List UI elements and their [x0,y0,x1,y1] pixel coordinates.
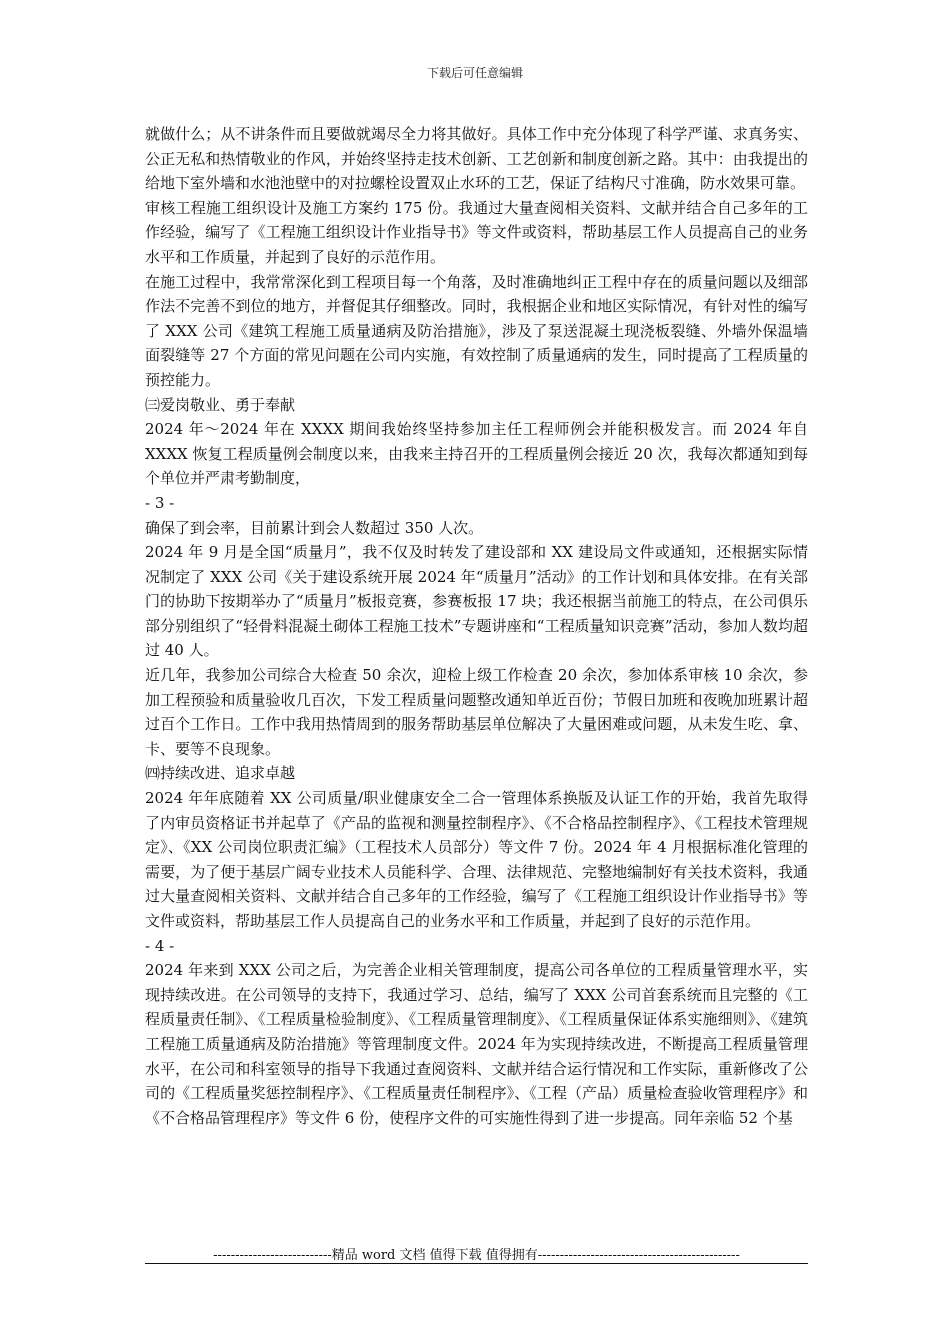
footer-divider [145,1263,808,1264]
section-heading: ㈢爱岗敬业、勇于奉献 [145,395,296,414]
paragraph: 在施工过程中，我常常深化到工程项目每一个角落，及时准确地纠正工程中存在的质量问题以及细部作法不完善不到位的地方，并督促其仔细整改。同时，我根据企业和地区实际情况，有针对性的编写了 XXX 公司《建筑工程施工质量通病及防治措施》，涉及了泵送混凝土现浇板裂缝、外墙外保温墙面裂缝等 27 个方面的常见问题在公司内实施，有效控制了质量通病的发生，同时提高了工程质量的预控能力。 [145,272,808,389]
paragraph: 审核工程施工组织设计及施工方案约 175 份。我通过大量查阅相关资料、文献并结合自己多年的工作经验，编写了《工程施工组织设计作业指导书》等文件或资料，帮助基层工作人员提高自己的业务水平和工作质量，并起到了良好的示范作用。 [145,198,808,266]
paragraph: 近几年，我参加公司综合大检查 50 余次，迎检上级工作检查 20 余次，参加体系审核 10 余次，参加工程预验和质量验收几百次，下发工程质量问题整改通知单近百份；节假日加班和夜晚加班累计超过百个工作日。工作中我用热情周到的服务帮助基层单位解决了大量困难或问题，从未发生吃、拿、卡、要等不良现象。 [145,666,808,758]
paragraph: 就做什么；从不讲条件而且要做就竭尽全力将其做好。具体工作中充分体现了科学严谨、求真务实、公正无私和热情敬业的作风，并始终坚持走技术创新、工艺创新和制度创新之路。其中：由我提出的给地下室外墙和水池池壁中的对拉螺栓设置双止水环的工艺，保证了结构尺寸准确，防水效果可靠。 [145,125,808,193]
paragraph: 2024 年 9 月是全国“质量月”，我不仅及时转发了建设部和 XX 建设局文件或通知，还根据实际情况制定了 XXX 公司《关于建设系统开展 2024 年“质量月”活动》的工作计划和具体安排。在有关部门的协助下按期举办了“质量月”板报竞赛，参赛板报 17 块；我还根据当前施工的特点，在公司俱乐部分别组织了“轻骨料混凝土砌体工程施工技术”专题讲座和“工程质量知识竞赛”活动，参加人数均超过 40 人。 [145,543,808,660]
paragraph: 2024 年年底随着 XX 公司质量/职业健康安全二合一管理体系换版及认证工作的开始，我首先取得了内审员资格证书并起草了《产品的监视和测量控制程序》、《不合格品控制程序》、《工程技术管理规定》、《XX 公司岗位职责汇编》（工程技术人员部分）等文件 7 份。2024 年 4 月根据标准化管理的需要，为了便于基层广阔专业技术人员能科学、合理、法律规范、完整地编制好有关技术资料，我通过大量查阅相关资料、文献并结合自己多年的工作经验，编写了《工程施工组织设计作业指导书》等文件或资料，帮助基层工作人员提高自己的业务水平和工作质量，并起到了良好的示范作用。 [145,789,808,930]
paragraph: 2024 年来到 XXX 公司之后，为完善企业相关管理制度，提高公司各单位的工程质量管理水平，实现持续改进。在公司领导的支持下，我通过学习、总结，编写了 XXX 公司首套系统而且完整的《工程质量责任制》、《工程质量检验制度》、《工程质量管理制度》、《工程质量保证体系实施细则》、《建筑工程施工质量通病及防治措施》等管理制度文件。2024 年为实现持续改进，不断提高工程质量管理水平，在公司和科室领导的指导下我通过查阅资料、文献并结合运行情况和工作实际，重新修改了公司的《工程质量奖惩控制程序》、《工程质量责任制程序》、《工程（产品）质量检查验收管理程序》和《不合格品管理程序》等文件 6 份，使程序文件的可实施性得到了进一步提高。同年亲临 52 个基 [145,961,808,1127]
paragraph: 确保了到会率，目前累计到会人数超过 350 人次。 [145,518,484,537]
page-number: - 4 - [145,936,175,955]
document-body [145,122,808,1130]
paragraph: 2024 年～2024 年在 XXXX 期间我始终坚持参加主任工程师例会并能积极发言。而 2024 年自 XXXX 恢复工程质量例会制度以来，由我来主持召开的工程质量例会接近 20 次，我每次都通知到每个单位并严肃考勤制度， [145,420,808,488]
page-number: - 3 - [145,493,175,512]
page-footer: ---------------------------精品 word 文档 值得下载 值得拥有---------------------------------------------- [213,1248,740,1263]
section-heading: ㈣持续改进、追求卓越 [145,764,296,783]
page-header: 下载后可任意编辑 [426,66,523,80]
